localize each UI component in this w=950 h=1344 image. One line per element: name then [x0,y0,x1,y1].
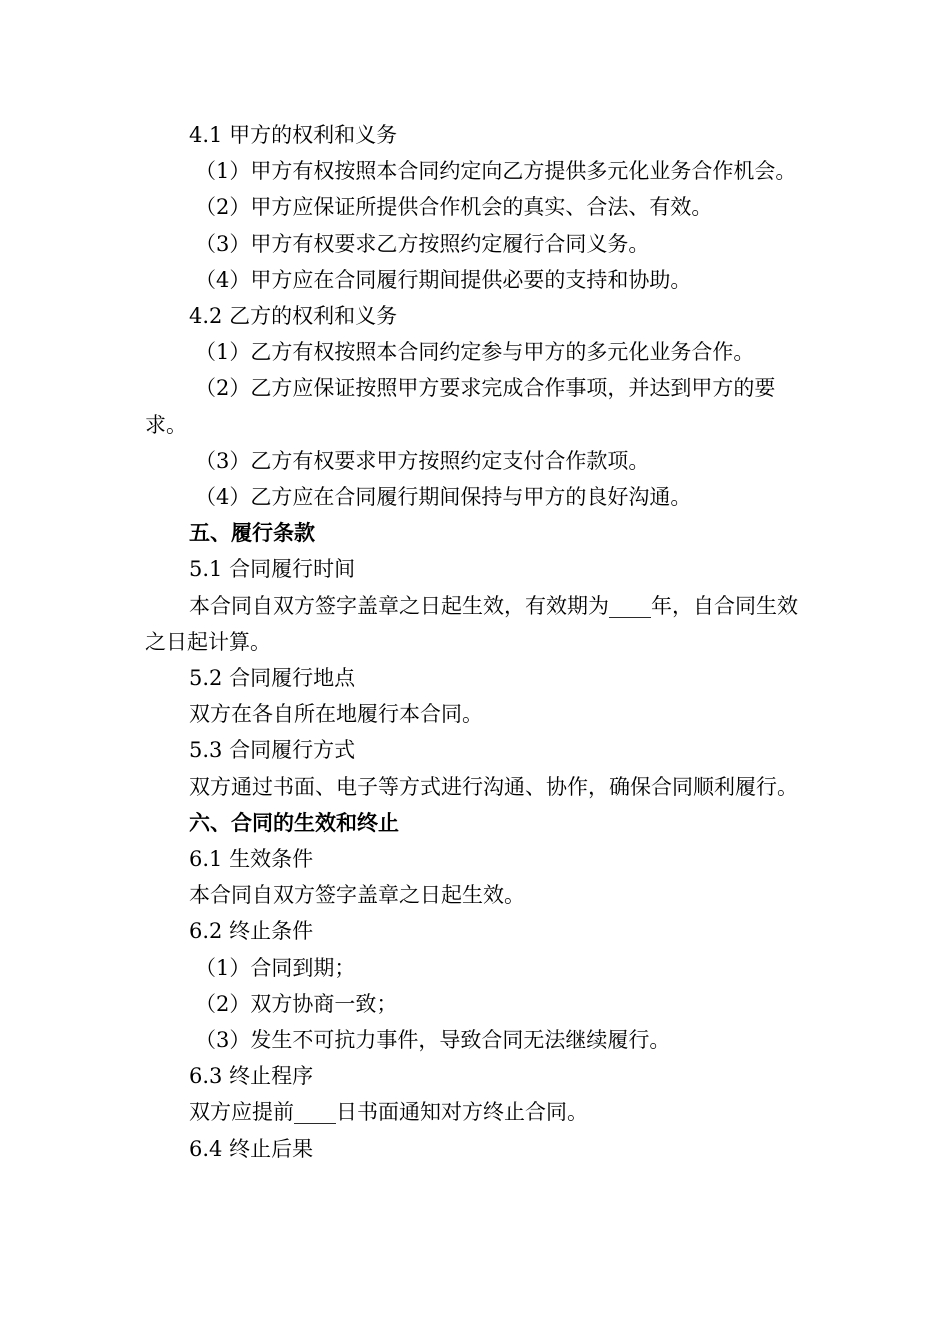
list-item: （1）甲方有权按照本合同约定向乙方提供多元化业务合作机会。 [195,159,797,184]
list-item: （4）甲方应在合同履行期间提供必要的支持和协助。 [195,267,692,292]
body-paragraph: 双方在各自所在地履行本合同。 [189,702,483,727]
subsection-heading: 4.1 甲方的权利和义务 [189,123,398,147]
subsection-heading: 4.2 乙方的权利和义务 [189,304,398,329]
subsection-heading: 6.1 生效条件 [189,847,314,872]
list-item: （2）甲方应保证所提供合作机会的真实、合法、有效。 [195,195,713,220]
section-heading: 六、合同的生效和终止 [189,809,399,835]
list-item: （2）双方协商一致； [195,991,398,1016]
list-item: （1）乙方有权按照本合同约定参与甲方的多元化业务合作。 [195,340,755,365]
body-paragraph: 双方通过书面、电子等方式进行沟通、协作，确保合同顺利履行。 [189,774,798,799]
body-paragraph: 本合同自双方签字盖章之日起生效。 [189,883,525,908]
body-paragraph: 本合同自双方签字盖章之日起生效，有效期为____年，自合同生效之日起计算。 [145,593,798,654]
subsection-heading: 5.3 合同履行方式 [189,738,356,763]
subsection-heading: 5.2 合同履行地点 [189,666,356,691]
list-item: （2）乙方应保证按照甲方要求完成合作事项，并达到甲方的要求。 [145,376,776,437]
section-heading: 五、履行条款 [189,520,315,546]
body-paragraph: 双方应提前____日书面通知对方终止合同。 [189,1100,588,1125]
list-item: （3）甲方有权要求乙方按照约定履行合同义务。 [195,231,650,256]
subsection-heading: 5.1 合同履行时间 [189,557,356,582]
document-body [145,117,810,1167]
subsection-heading: 6.3 终止程序 [189,1064,314,1089]
list-item: （3）乙方有权要求甲方按照约定支付合作款项。 [195,448,650,473]
list-item: （4）乙方应在合同履行期间保持与甲方的良好沟通。 [195,485,692,510]
list-item: （1）合同到期； [195,955,356,980]
list-item: （3）发生不可抗力事件，导致合同无法继续履行。 [195,1028,671,1053]
subsection-heading: 6.2 终止条件 [189,919,314,944]
subsection-heading: 6.4 终止后果 [189,1136,314,1161]
